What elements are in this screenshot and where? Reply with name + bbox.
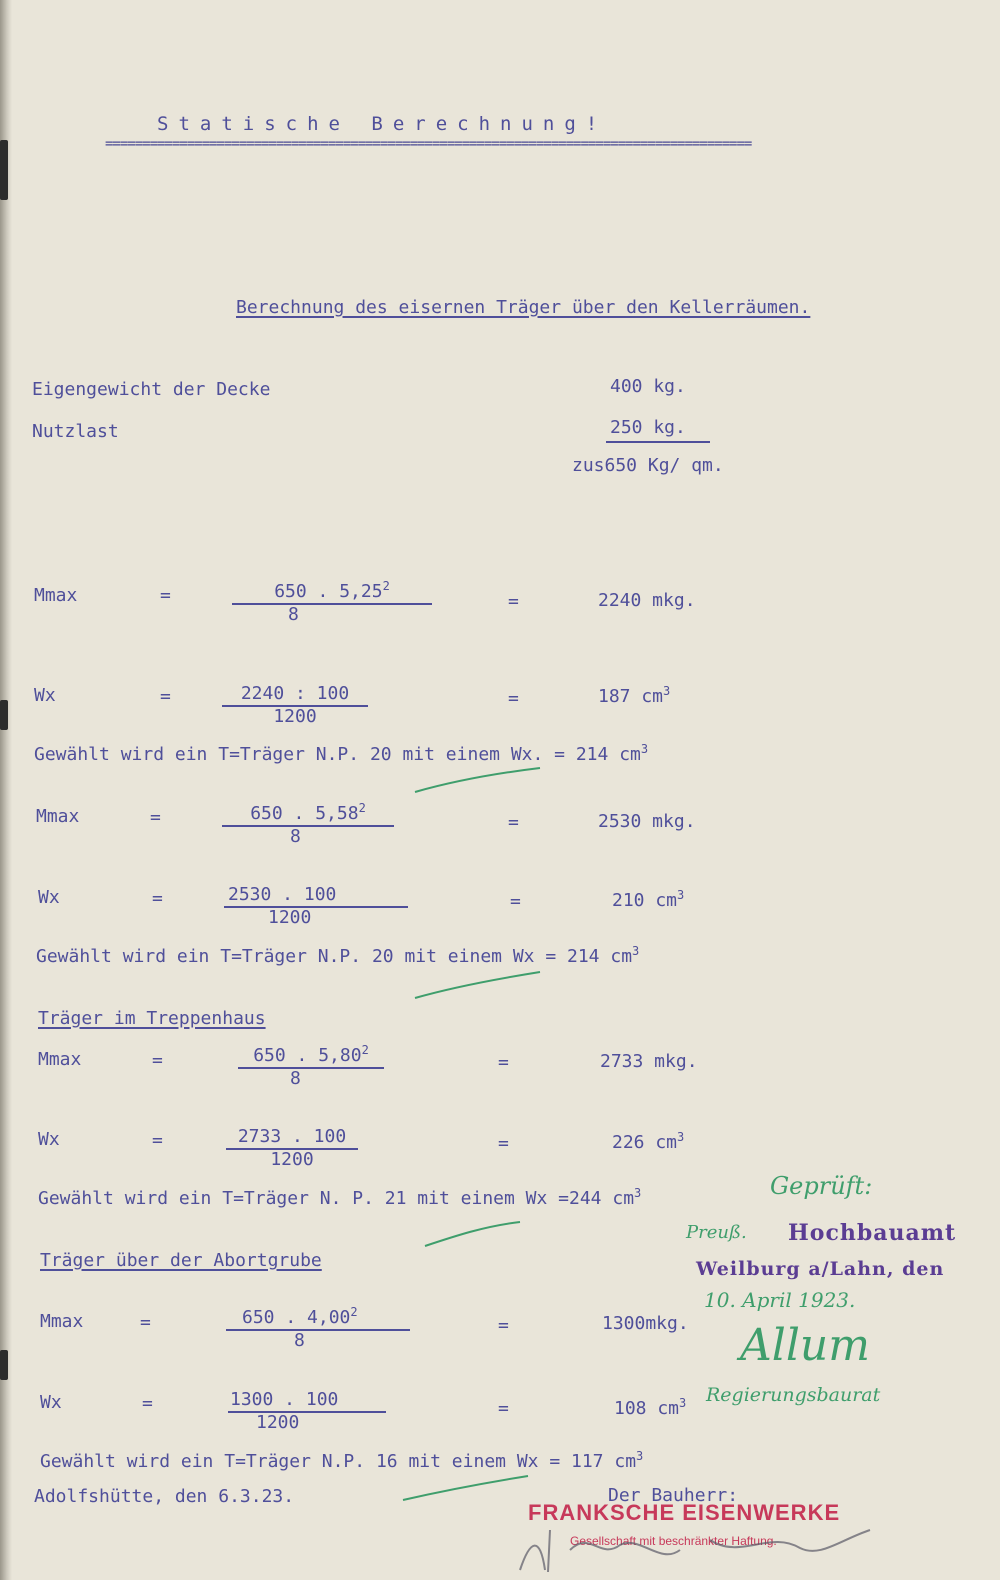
- check-mark: [410, 760, 550, 800]
- equals-sign: =: [142, 1393, 153, 1414]
- fraction-numerator: 650 . 5,80$^2$: [253, 1043, 369, 1066]
- equals-sign: =: [508, 591, 519, 612]
- equals-sign: =: [498, 1315, 509, 1336]
- company-stamp-name: FRANKSCHE EISENWERKE: [528, 1500, 841, 1525]
- equals-sign: =: [498, 1133, 509, 1154]
- fraction-denominator: 8: [290, 826, 301, 847]
- fraction-numerator: 1300 . 100: [230, 1389, 339, 1410]
- title-rule: =======================================================================================: [105, 136, 752, 152]
- equals-sign: =: [508, 688, 519, 709]
- equals-sign: =: [152, 1050, 163, 1071]
- binding-mark: [0, 1350, 8, 1380]
- selection-text: Gewählt wird ein T=Träger N.P. 20 mit einem Wx. = 214 $cm^3$: [34, 742, 649, 765]
- fraction-numerator: 650 . 5,58$^2$: [250, 801, 366, 824]
- equals-sign: =: [150, 807, 161, 828]
- bauherr-label: Der Bauherr:: [608, 1485, 739, 1506]
- subsection-heading: Träger im Treppenhaus: [38, 1008, 266, 1029]
- selection-text: Gewählt wird ein T=Träger N.P. 20 mit einem Wx = 214 $cm^3$: [36, 944, 640, 967]
- mmax-result: 1300mkg.: [602, 1313, 689, 1334]
- wx-fraction: [228, 1390, 386, 1433]
- fraction-denominator: 1200: [270, 1149, 314, 1170]
- mmax-fraction: [238, 1043, 384, 1089]
- approval-official-title: Regierungsbaurat: [706, 1384, 881, 1406]
- binding-mark: [0, 700, 8, 730]
- equals-sign: =: [508, 812, 519, 833]
- fraction-denominator: 8: [288, 604, 299, 625]
- authority-stamp-city: Weilburg a/Lahn, den: [696, 1258, 945, 1280]
- sum-line: [606, 441, 710, 443]
- mmax-fraction: [222, 801, 394, 847]
- wx-label: Wx: [38, 1129, 60, 1150]
- binding-mark: [0, 140, 8, 200]
- equals-sign: =: [152, 888, 163, 909]
- load-label-nutzlast: Nutzlast: [32, 421, 119, 442]
- check-mark: [420, 1214, 530, 1254]
- selection-text: Gewählt wird ein T=Träger N.P. 16 mit einem Wx = 117 $cm^3$: [40, 1449, 644, 1472]
- wx-result: 226 $cm^3$: [612, 1130, 685, 1153]
- mmax-result: 2530 mkg.: [598, 811, 696, 832]
- binding-edge: [0, 0, 12, 1580]
- subsection-heading: Träger über der Abortgrube: [40, 1250, 322, 1271]
- load-total: zus650 Kg/ qm.: [572, 455, 724, 476]
- fraction-numerator: 650 . 4,00$^2$: [242, 1305, 358, 1328]
- fraction-denominator: 8: [290, 1068, 301, 1089]
- mmax-result: 2733 mkg.: [600, 1051, 698, 1072]
- place-date: Adolfshütte, den 6.3.23.: [34, 1486, 295, 1507]
- wx-fraction: [226, 1127, 358, 1170]
- wx-label: Wx: [34, 685, 56, 706]
- fraction-numerator: 650 . 5,25$^2$: [274, 579, 390, 602]
- approval-date: 10. April 1923.: [704, 1288, 856, 1312]
- load-value-eigengewicht: 400 kg.: [610, 376, 686, 397]
- fraction-numerator: 2733 . 100: [237, 1126, 347, 1147]
- company-stamp-subtitle: Gesellschaft mit beschränkter Haftung.: [570, 1534, 777, 1548]
- mmax-label: Mmax: [38, 1049, 82, 1070]
- load-value-nutzlast: 250 kg.: [610, 417, 686, 438]
- fraction-denominator: 8: [294, 1330, 305, 1351]
- mmax-label: Mmax: [34, 585, 78, 606]
- check-mark: [398, 1468, 538, 1508]
- mmax-result: 2240 mkg.: [598, 590, 696, 611]
- fraction-denominator: 1200: [268, 907, 312, 928]
- equals-sign: =: [160, 585, 171, 606]
- authority-stamp-office: Hochbauamt: [788, 1220, 957, 1246]
- equals-sign: =: [498, 1398, 509, 1419]
- check-mark: [410, 966, 550, 1006]
- selection-text: Gewählt wird ein T=Träger N. P. 21 mit einem Wx =244 $cm^3$: [38, 1186, 642, 1209]
- wx-result: 187 $cm^3$: [598, 684, 671, 707]
- equals-sign: =: [498, 1052, 509, 1073]
- mmax-label: Mmax: [36, 806, 80, 827]
- wx-result: 210 $cm^3$: [612, 888, 685, 911]
- equals-sign: =: [510, 891, 521, 912]
- equals-sign: =: [160, 686, 171, 707]
- wx-result: 108 $cm^3$: [614, 1396, 687, 1419]
- mmax-fraction: [232, 579, 432, 625]
- fraction-numerator: 2530 . 100: [228, 884, 337, 905]
- approval-signature: Allum: [740, 1320, 870, 1371]
- section-heading: Berechnung des eisernen Träger über den Kellerräumen.: [236, 297, 811, 318]
- mmax-label: Mmax: [40, 1311, 84, 1332]
- bauherr-signature-scribble: [510, 1500, 890, 1580]
- fraction-denominator: 1200: [256, 1412, 300, 1433]
- fraction-numerator: 2240 : 100: [240, 683, 350, 704]
- mmax-fraction: [226, 1305, 410, 1351]
- equals-sign: =: [140, 1312, 151, 1333]
- wx-label: Wx: [38, 887, 60, 908]
- approval-prefix: Preuß.: [686, 1222, 747, 1243]
- wx-fraction: [222, 684, 368, 727]
- wx-label: Wx: [40, 1392, 62, 1413]
- approval-checked: Geprüft:: [770, 1172, 873, 1200]
- document-title: Statische Berechnung!: [157, 113, 608, 135]
- fraction-denominator: 1200: [273, 706, 317, 727]
- wx-fraction: [224, 885, 408, 928]
- equals-sign: =: [152, 1130, 163, 1151]
- load-label-eigengewicht: Eigengewicht der Decke: [32, 379, 271, 400]
